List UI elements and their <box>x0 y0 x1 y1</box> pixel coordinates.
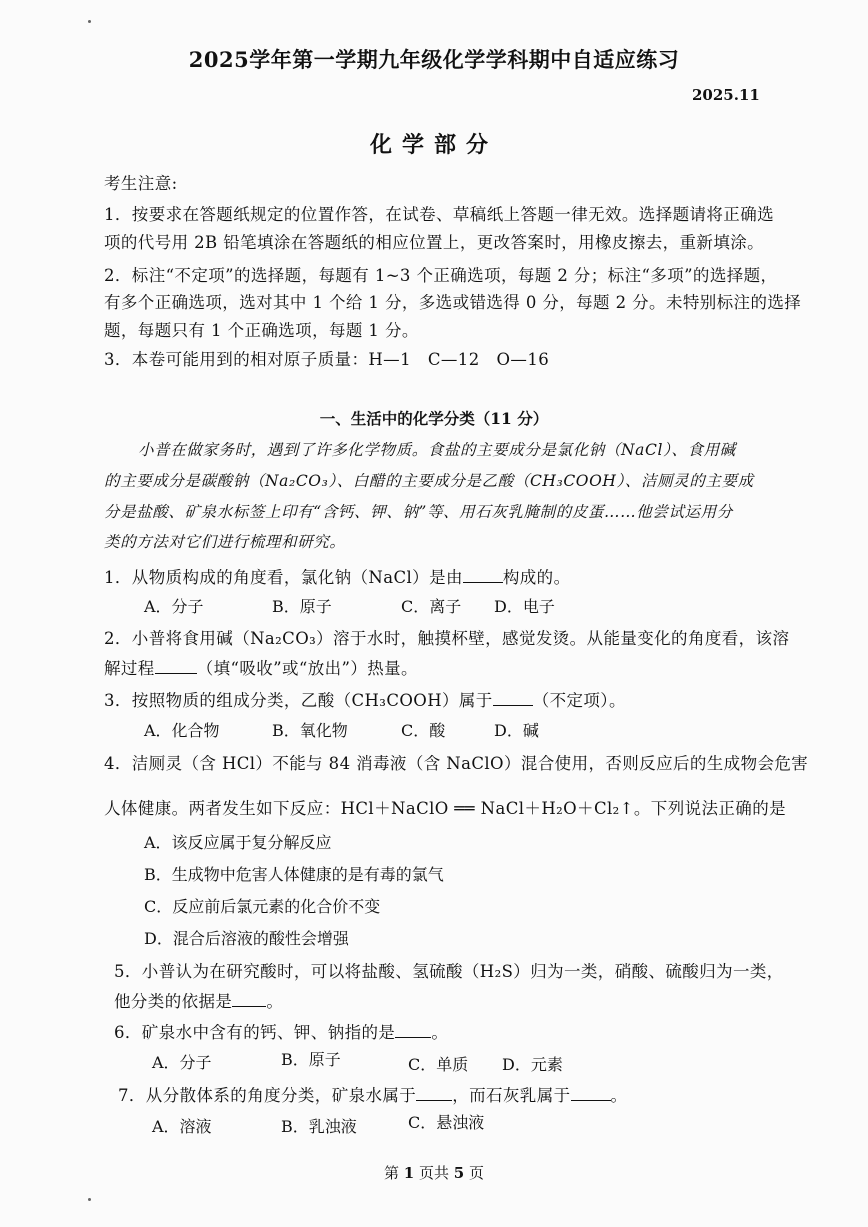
page-number: 1 <box>403 1164 415 1182</box>
option: B．原子 <box>281 1050 341 1069</box>
question-stem: 。 <box>431 1023 449 1042</box>
question-stem: 1．从物质构成的角度看，氯化钠（NaCl）是由 <box>104 568 463 587</box>
answer-blank[interactable] <box>463 568 503 583</box>
option: C．悬浊液 <box>408 1113 485 1132</box>
scan-speck <box>88 1198 91 1201</box>
intro-line: 小普在做家务时，遇到了许多化学物质。食盐的主要成分是氯化钠（NaCl）、食用碱 <box>138 441 736 459</box>
question-3 <box>104 687 626 711</box>
footer-text: 第 <box>383 1164 399 1182</box>
question-4-line2: 人体健康。两者发生如下反应：HCl＋NaClO ══ NaCl＋H₂O＋Cl₂↑。下列说法正确的是 <box>104 799 787 818</box>
exam-title: 2025学年第一学期九年级化学学科期中自适应练习 <box>188 47 680 72</box>
page-total: 5 <box>453 1164 465 1182</box>
question-stem: 构成的。 <box>502 568 571 587</box>
question-stem: 他分类的依据是 <box>114 992 233 1011</box>
question-stem: 6．矿泉水中含有的钙、钾、钠指的是 <box>114 1023 396 1042</box>
question-5: 5．小普认为在研究酸时，可以将盐酸、氢硫酸（H₂S）归为一类，硝酸、硫酸归为一类， <box>114 962 784 981</box>
option: C．单质 <box>408 1055 469 1074</box>
question-stem: 3．按照物质的组成分类，乙酸（CH₃COOH）属于 <box>104 691 493 710</box>
option: C．酸 <box>401 721 446 740</box>
notes-line: 3．本卷可能用到的相对原子质量：H—1 C—12 O—16 <box>104 350 550 369</box>
question-7 <box>118 1082 627 1106</box>
answer-blank[interactable] <box>395 1023 431 1038</box>
answer-blank[interactable] <box>571 1086 611 1101</box>
question-stem: （不定项）。 <box>532 691 626 710</box>
option: B．乳浊液 <box>281 1117 357 1136</box>
question-6 <box>114 1019 448 1043</box>
page-footer <box>0 1162 868 1183</box>
option: B．生成物中危害人体健康的是有毒的氯气 <box>144 865 444 884</box>
notes-line: 2．标注“不定项”的选择题，每题有 1~3 个正确选项，每题 2 分；标注“多项”的选择题， <box>104 266 778 285</box>
option: C．离子 <box>401 597 462 616</box>
question-2: 2．小普将食用碱（Na₂CO₃）溶于水时，触摸杯壁，感觉发烫。从能量变化的角度看，该溶 <box>104 629 790 648</box>
answer-blank[interactable] <box>416 1086 452 1101</box>
footer-text: 页共 <box>418 1164 449 1182</box>
notes-line: 题，每题只有 1 个正确选项，每题 1 分。 <box>104 321 419 340</box>
option: A．该反应属于复分解反应 <box>144 833 332 852</box>
footer-text: 页 <box>469 1164 485 1182</box>
option: B．原子 <box>272 597 332 616</box>
answer-blank[interactable] <box>232 992 266 1007</box>
question-2-line2 <box>104 655 418 679</box>
option: D．电子 <box>494 597 555 616</box>
notes-line: 有多个正确选项，选对其中 1 个给 1 分，多选或错选得 0 分，每题 2 分。未特别标注的选择 <box>104 293 802 312</box>
answer-blank[interactable] <box>155 659 197 674</box>
option: C．反应前后氯元素的化合价不变 <box>144 897 381 916</box>
option: D．混合后溶液的酸性会增强 <box>144 929 349 948</box>
intro-line: 类的方法对它们进行梳理和研究。 <box>104 533 346 551</box>
question-4: 4．洁厕灵（含 HCl）不能与 84 消毒液（含 NaClO）混合使用，否则反应后的生成物会危害 <box>104 754 809 773</box>
question-5-line2 <box>114 988 283 1012</box>
question-stem: ，而石灰乳属于 <box>452 1086 571 1105</box>
option: A．分子 <box>144 597 204 616</box>
option: B．氧化物 <box>272 721 348 740</box>
exam-date: 2025.11 <box>692 86 760 104</box>
scan-speck <box>88 20 91 23</box>
question-stem: （填“吸收”或“放出”）热量。 <box>196 659 418 678</box>
notes-line: 1．按要求在答题纸规定的位置作答，在试卷、草稿纸上答题一律无效。选择题请将正确选 <box>104 205 774 224</box>
notes-line: 项的代号用 2B 铅笔填涂在答题纸的相应位置上，更改答案时，用橡皮擦去，重新填涂。 <box>104 233 765 252</box>
question-stem: 解过程 <box>104 659 155 678</box>
question-stem: 。 <box>610 1086 628 1105</box>
question-1 <box>104 564 570 588</box>
notes-heading: 考生注意: <box>104 174 178 193</box>
option: A．溶液 <box>152 1117 212 1136</box>
option: D．碱 <box>494 721 539 740</box>
option: D．元素 <box>502 1055 563 1074</box>
intro-line: 的主要成分是碳酸钠（Na₂CO₃）、白醋的主要成分是乙酸（CH₃COOH）、洁厕灵的主要成 <box>104 472 754 490</box>
intro-line: 分是盐酸、矿泉水标签上印有“含钙、钾、钠”等、用石灰乳腌制的皮蛋……他尝试运用分 <box>104 503 733 521</box>
answer-blank[interactable] <box>493 691 533 706</box>
question-stem: 。 <box>266 992 284 1011</box>
question-stem: 7．从分散体系的角度分类，矿泉水属于 <box>118 1086 417 1105</box>
option: A．化合物 <box>144 721 220 740</box>
section-title: 一、生活中的化学分类（11 分） <box>319 409 549 428</box>
part-title: 化学部分 <box>369 132 498 158</box>
option: A．分子 <box>152 1053 212 1072</box>
